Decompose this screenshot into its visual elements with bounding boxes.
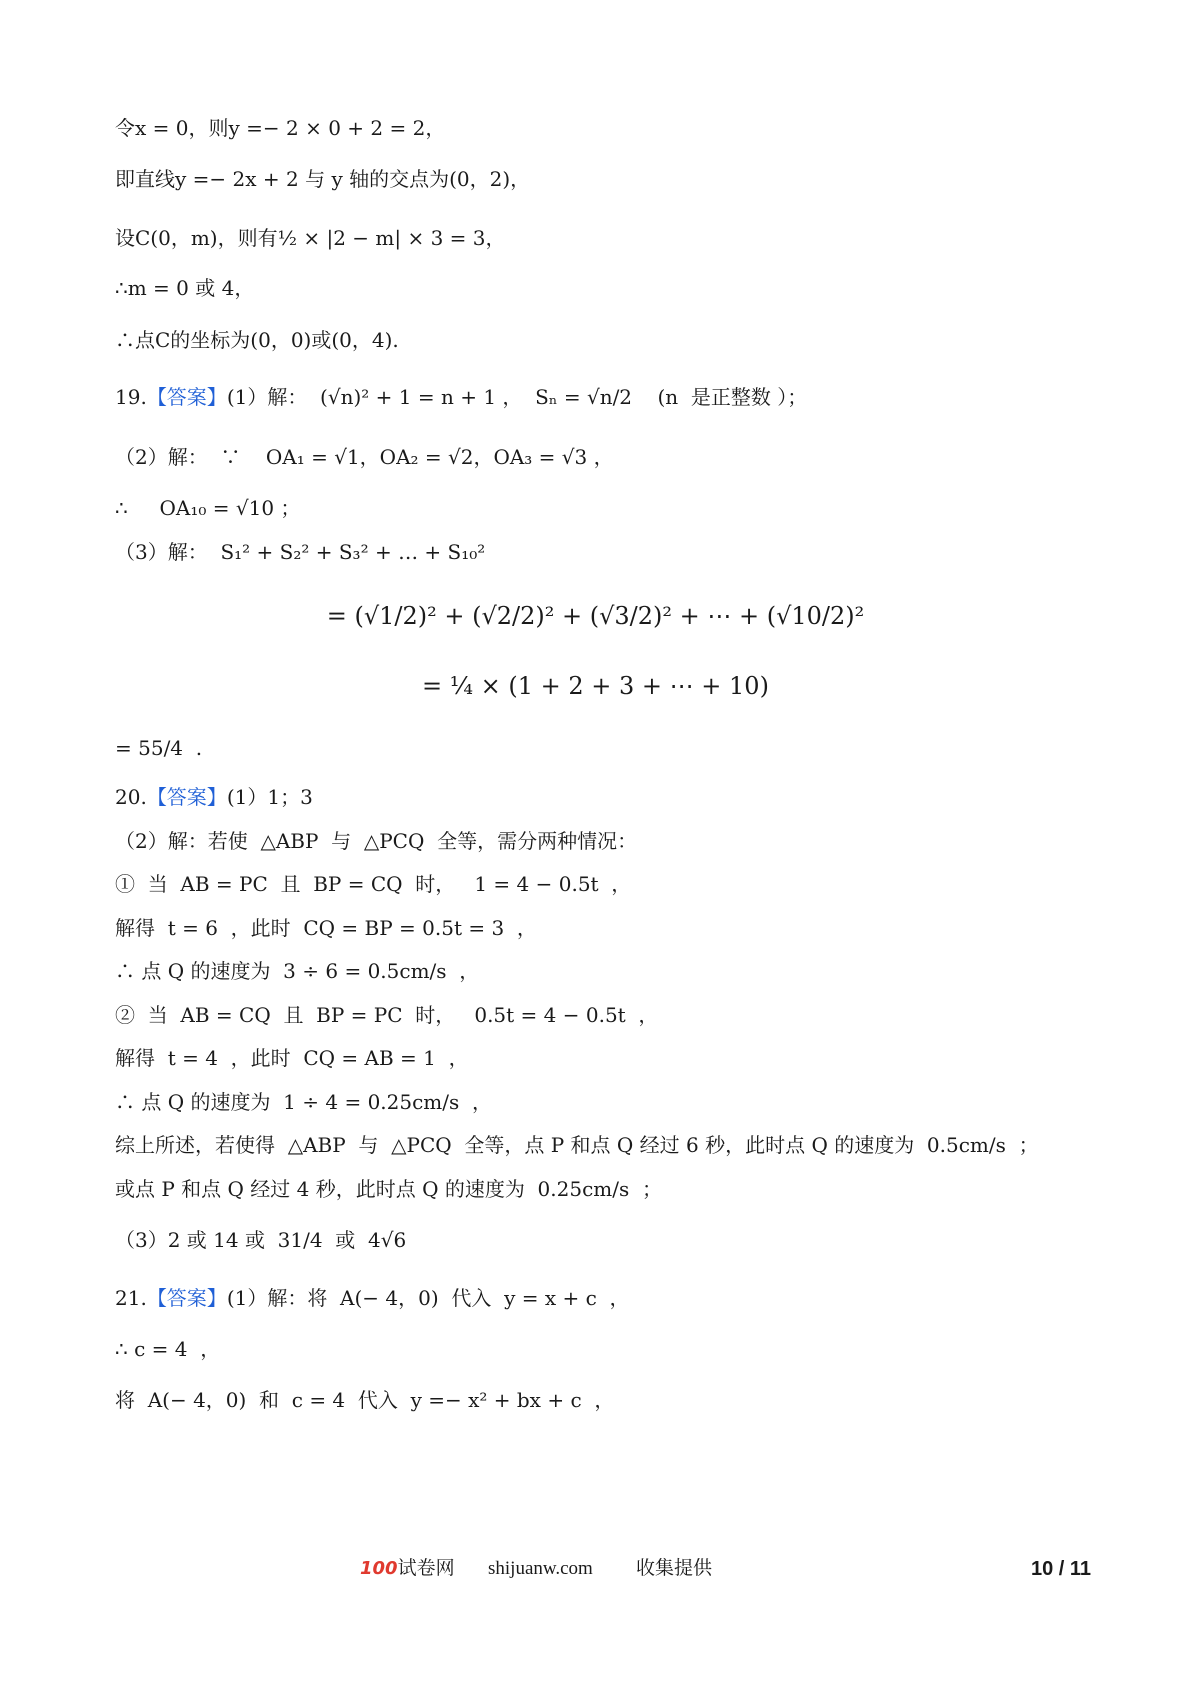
display-equation: = (√1/2)² + (√2/2)² + (√3/2)² + ⋯ + (√10/2)² <box>326 602 865 630</box>
text-line: = 55/4 . <box>115 736 203 760</box>
answer-tag: 【答案】 <box>146 785 227 809</box>
text-line: 即直线y =− 2x + 2 与 y 轴的交点为(0，2)， <box>115 167 531 191</box>
answer-21-line: 21.【答案】(1）解：将 A(− 4，0) 代入 y = x + c ， <box>115 1286 630 1310</box>
answer-tag: 【答案】 <box>146 385 227 409</box>
text-line: （3）2 或 14 或 31/4 或 4√6 <box>115 1228 407 1252</box>
answer-20-line: 20.【答案】(1）1；3 <box>115 785 313 809</box>
question-number: 21. <box>115 1286 147 1310</box>
text-line: 解得 t = 6 ，此时 CQ = BP = 0.5t = 3 ， <box>115 916 537 940</box>
logo-icon: 100 <box>360 1558 398 1579</box>
footer-provided: 收集提供 <box>636 1558 713 1579</box>
display-equation: = ¼ × (1 + 2 + 3 + ⋯ + 10) <box>422 672 769 700</box>
answer-tag: 【答案】 <box>146 1286 227 1310</box>
text-line: ∴点C的坐标为(0，0)或(0，4). <box>115 328 399 352</box>
text-line: ① 当 AB = PC 且 BP = CQ 时， 1 = 4 − 0.5t ， <box>115 872 632 896</box>
text-line: 将 A(− 4，0) 和 c = 4 代入 y =− x² + bx + c ， <box>115 1388 615 1412</box>
brand-name: 试卷网 <box>397 1558 455 1579</box>
answer-19-line: 19.【答案】(1）解： (√n)² + 1 = n + 1 ， Sₙ = √n/2 (n 是正整数 ）； <box>115 385 808 409</box>
text-line: ② 当 AB = CQ 且 BP = PC 时， 0.5t = 4 − 0.5t ， <box>115 1003 659 1027</box>
question-number: 19. <box>115 385 147 409</box>
text-line: （3）解： S₁² + S₂² + S₃² + … + S₁₀² <box>115 540 486 564</box>
text-line: 令x = 0，则y =− 2 × 0 + 2 = 2， <box>115 116 446 140</box>
text-line: ∴ OA₁₀ = √10 ； <box>115 496 301 520</box>
text-line: （2）解： ∵ OA₁ = √1，OA₂ = √2，OA₃ = √3 ， <box>115 445 614 469</box>
footer-brand <box>360 1556 455 1582</box>
text-line: 设C(0，m)，则有½ × |2 − m| × 3 = 3， <box>115 226 506 250</box>
text-line: ∴m = 0 或 4， <box>115 276 255 300</box>
text-line: ∴ 点 Q 的速度为 3 ÷ 6 = 0.5cm/s ， <box>115 959 480 983</box>
text-line: ∴ 点 Q 的速度为 1 ÷ 4 = 0.25cm/s ， <box>115 1090 492 1114</box>
footer-site: shijuanw.com <box>488 1558 593 1579</box>
question-number: 20. <box>115 785 147 809</box>
text-line: ∴ c = 4 ， <box>115 1337 221 1361</box>
text-line: 或点 P 和点 Q 经过 4 秒，此时点 Q 的速度为 0.25cm/s ； <box>115 1177 662 1201</box>
text-line: 解得 t = 4 ，此时 CQ = AB = 1 ， <box>115 1046 469 1070</box>
page-number: 10 / 11 <box>1031 1558 1092 1580</box>
text-line: （2）解：若使 △ABP 与 △PCQ 全等，需分两种情况： <box>115 829 638 853</box>
text-line: 综上所述，若使得 △ABP 与 △PCQ 全等，点 P 和点 Q 经过 6 秒，此时点 Q 的速度为 0.5cm/s ； <box>115 1133 1039 1157</box>
